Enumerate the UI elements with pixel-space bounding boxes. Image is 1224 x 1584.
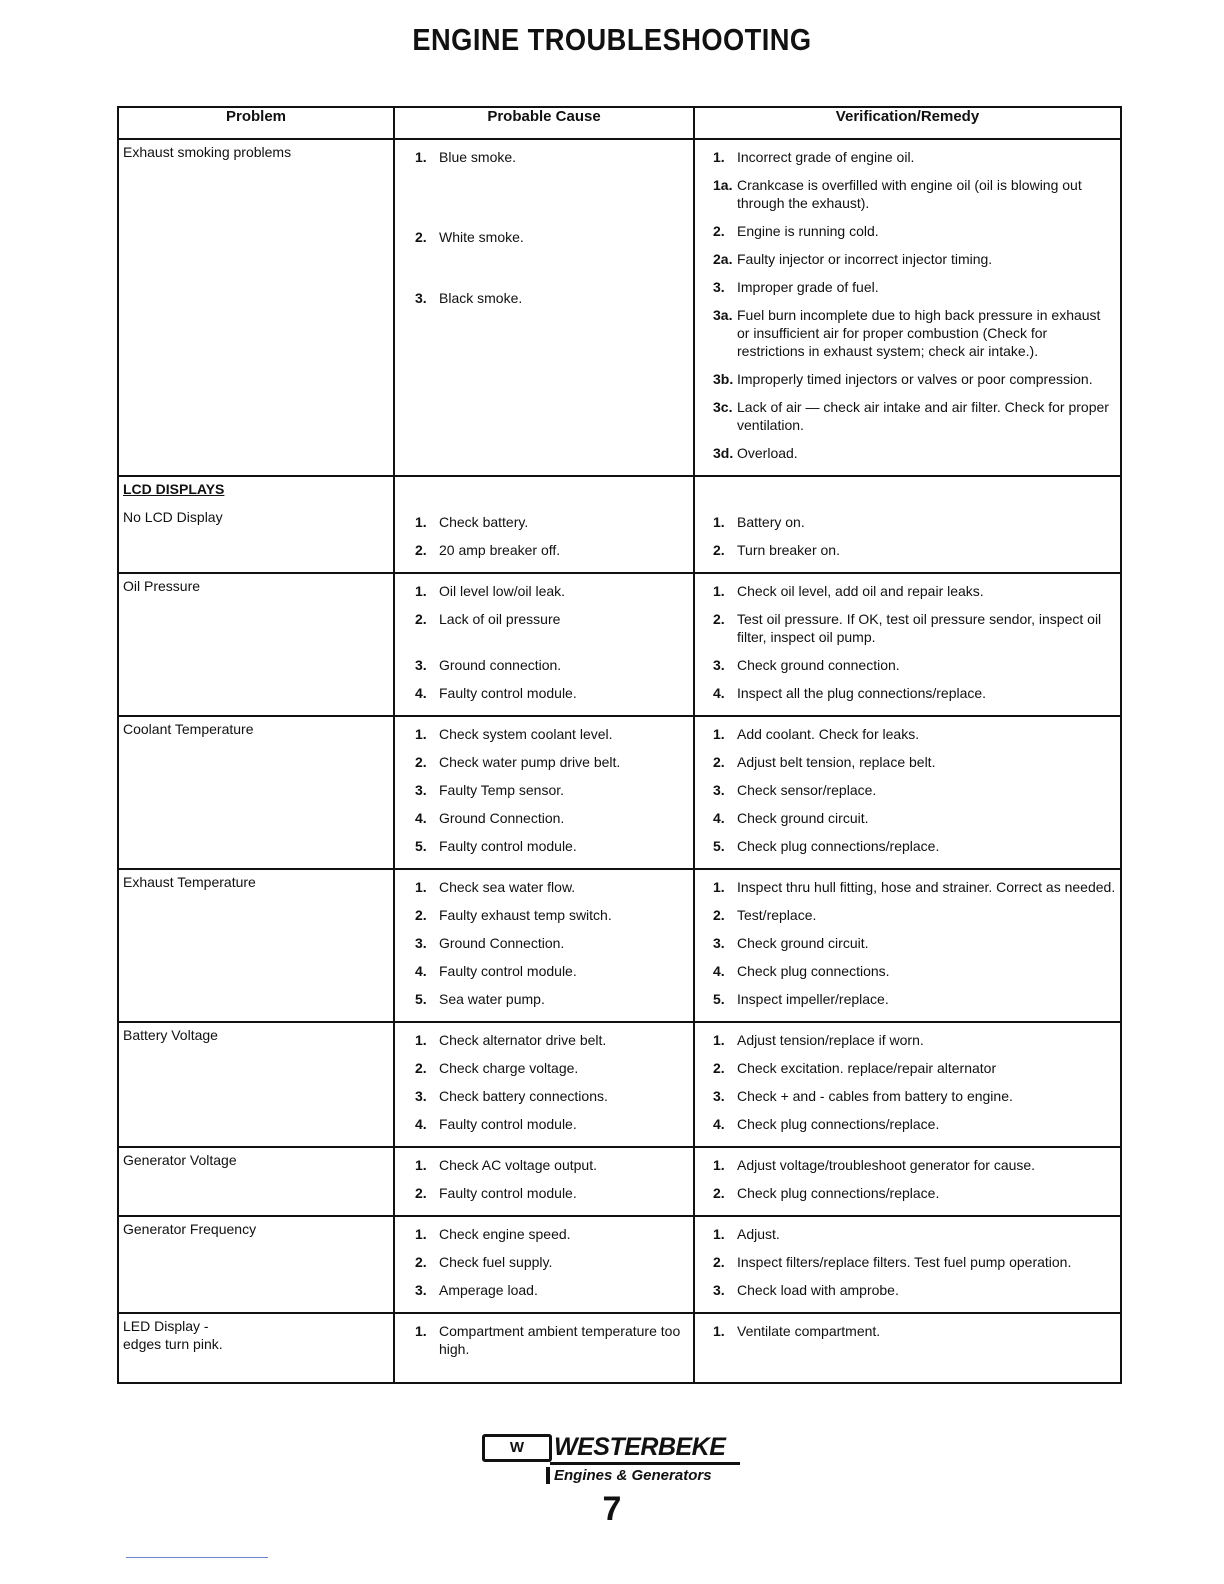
remedy-cell	[694, 139, 1121, 476]
table-row-generator-voltage	[118, 1147, 1121, 1216]
list-item: 1. Check sea water flow.	[415, 879, 576, 895]
list-item: 4. Faulty control module.	[415, 685, 577, 701]
list-item: 1. Check system coolant level.	[415, 726, 613, 742]
list-item: 5. Check plug connections/replace.	[713, 838, 940, 854]
list-item: 1. Adjust.	[713, 1226, 780, 1242]
list-item: 2. Check excitation. replace/repair alternator	[713, 1060, 997, 1076]
problem-label: Exhaust smoking problems	[123, 144, 292, 160]
table-row-no-lcd-display	[118, 476, 1121, 573]
problem-label-continued: edges turn pink.	[123, 1336, 223, 1352]
list-item: 2. 20 amp breaker off.	[415, 542, 561, 558]
remedy-cell	[694, 1313, 1121, 1383]
table-row-oil-pressure	[118, 573, 1121, 716]
list-item: 1. Check battery.	[415, 514, 529, 530]
list-item: 4. Faulty control module.	[415, 1116, 577, 1132]
problem-label: Generator Voltage	[123, 1152, 237, 1168]
problem-cell	[118, 1022, 394, 1147]
list-item: 4. Check plug connections.	[713, 963, 890, 979]
table-row-exhaust-smoke	[118, 139, 1121, 476]
remedy-cell	[694, 716, 1121, 869]
list-item: 3. Check ground connection.	[713, 657, 900, 673]
header-probable-cause: Probable Cause	[394, 107, 694, 139]
problem-label: Exhaust Temperature	[123, 874, 256, 890]
list-item: 3c. Lack of air — check air intake and air filter. Check for proper ventilation.	[713, 399, 1109, 433]
list-item: 3. Check battery connections.	[415, 1088, 608, 1104]
list-item: 2. Test oil pressure. If OK, test oil pressure sendor, inspect oil filter, inspect oil pump.	[713, 611, 1102, 645]
header-verification-remedy: Verification/Remedy	[694, 107, 1121, 139]
problem-label: Generator Frequency	[123, 1221, 257, 1237]
brand-tagline: Engines & Generators	[546, 1467, 712, 1484]
problem-cell	[118, 476, 394, 573]
section-heading-lcd-displays: LCD DISPLAYS	[123, 481, 225, 497]
brand-name: WESTERBEKE	[554, 1433, 726, 1461]
list-item: 3. Faulty Temp sensor.	[415, 782, 565, 798]
table-row-generator-frequency	[118, 1216, 1121, 1313]
list-item: 2. Lack of oil pressure	[415, 611, 561, 627]
list-item: 2. Turn breaker on.	[713, 542, 840, 558]
list-item: 2. Check fuel supply.	[415, 1254, 553, 1270]
list-item: 1. Check alternator drive belt.	[415, 1032, 607, 1048]
problem-cell	[118, 869, 394, 1022]
problem-label: Battery Voltage	[123, 1027, 218, 1043]
list-item: 4. Ground Connection.	[415, 810, 565, 826]
list-item: 3. Ground Connection.	[415, 935, 565, 951]
problem-cell	[118, 716, 394, 869]
cause-cell	[394, 1147, 694, 1216]
list-item: 1. Inspect thru hull fitting, hose and strainer. Correct as needed.	[713, 879, 1116, 895]
list-item: 2a. Faulty injector or incorrect injector timing.	[713, 251, 993, 267]
table-row-battery-voltage	[118, 1022, 1121, 1147]
table-row-coolant-temperature	[118, 716, 1121, 869]
list-item: 2. Test/replace.	[713, 907, 817, 923]
list-item: 1. Adjust tension/replace if worn.	[713, 1032, 924, 1048]
list-item: 1. Check oil level, add oil and repair leaks.	[713, 583, 984, 599]
problem-cell	[118, 1216, 394, 1313]
list-item: 3a. Fuel burn incomplete due to high back pressure in exhaust or insufficient air for proper combustion (Check for restrictions in exhaust system; check air intake.).	[713, 307, 1101, 359]
cause-cell	[394, 716, 694, 869]
list-item: 2. Check water pump drive belt.	[415, 754, 621, 770]
remedy-cell	[694, 476, 1121, 573]
list-item: 3. Ground connection.	[415, 657, 562, 673]
cause-cell	[394, 1216, 694, 1313]
cause-cell	[394, 1313, 694, 1383]
remedy-cell	[694, 573, 1121, 716]
list-item: 2. Engine is running cold.	[713, 223, 879, 239]
list-item: 4. Inspect all the plug connections/replace.	[713, 685, 987, 701]
list-item: 3b. Improperly timed injectors or valves or poor compression.	[713, 371, 1093, 387]
list-item: 4. Check ground circuit.	[713, 810, 869, 826]
list-item: 4. Check plug connections/replace.	[713, 1116, 940, 1132]
remedy-cell	[694, 1216, 1121, 1313]
list-item: 3. Check ground circuit.	[713, 935, 869, 951]
list-item: 4. Faulty control module.	[415, 963, 577, 979]
table-header-row	[118, 107, 1121, 139]
remedy-cell	[694, 1147, 1121, 1216]
list-item: 1. Oil level low/oil leak.	[415, 583, 566, 599]
problem-label: No LCD Display	[123, 509, 223, 525]
problem-cell	[118, 139, 394, 476]
list-item: 1. Adjust voltage/troubleshoot generator for cause.	[713, 1157, 1036, 1173]
list-item: 3. Improper grade of fuel.	[713, 279, 879, 295]
list-item: 3d. Overload.	[713, 445, 798, 461]
cause-cell	[394, 1022, 694, 1147]
cause-cell	[394, 573, 694, 716]
list-item: 2. Adjust belt tension, replace belt.	[713, 754, 936, 770]
remedy-cell	[694, 1022, 1121, 1147]
logo-underline	[550, 1462, 740, 1465]
list-item: 2. Faulty control module.	[415, 1185, 577, 1201]
problem-label: Coolant Temperature	[123, 721, 254, 737]
list-item: 5. Sea water pump.	[415, 991, 545, 1007]
list-item: 2. Inspect filters/replace filters. Test fuel pump operation.	[713, 1254, 1072, 1270]
table-row-led-display	[118, 1313, 1121, 1383]
list-item: 2. Check charge voltage.	[415, 1060, 579, 1076]
list-item: 3. Check + and - cables from battery to engine.	[713, 1088, 1013, 1104]
page-title: ENGINE TROUBLESHOOTING	[412, 22, 812, 57]
cause-cell	[394, 476, 694, 573]
problem-cell	[118, 1313, 394, 1383]
list-item: 5. Inspect impeller/replace.	[713, 991, 889, 1007]
list-item: 1. Blue smoke.	[415, 149, 517, 165]
list-item: 3. Check load with amprobe.	[713, 1282, 899, 1298]
list-item: 5. Faulty control module.	[415, 838, 577, 854]
troubleshooting-table	[117, 106, 1122, 1384]
list-item: 3. Amperage load.	[415, 1282, 538, 1298]
list-item: 1. Check engine speed.	[415, 1226, 571, 1242]
cause-cell	[394, 139, 694, 476]
footer-rule	[126, 1557, 268, 1558]
problem-label: Oil Pressure	[123, 578, 201, 594]
list-item: 1. Compartment ambient temperature too high.	[415, 1323, 681, 1357]
list-item: 2. Check plug connections/replace.	[713, 1185, 940, 1201]
list-item: 1. Add coolant. Check for leaks.	[713, 726, 920, 742]
westerbeke-logo	[482, 1434, 744, 1494]
problem-cell	[118, 1147, 394, 1216]
remedy-cell	[694, 869, 1121, 1022]
list-item: 2. White smoke.	[415, 229, 524, 245]
list-item: 1. Incorrect grade of engine oil.	[713, 149, 915, 165]
page-number: 7	[602, 1490, 622, 1528]
cause-cell	[394, 869, 694, 1022]
header-problem: Problem	[118, 107, 394, 139]
list-item: 1. Battery on.	[713, 514, 805, 530]
problem-cell	[118, 573, 394, 716]
list-item: 3. Check sensor/replace.	[713, 782, 877, 798]
table-row-exhaust-temperature	[118, 869, 1121, 1022]
problem-label: LED Display -	[123, 1318, 209, 1334]
list-item: 1. Check AC voltage output.	[415, 1157, 597, 1173]
list-item: 1a. Crankcase is overfilled with engine oil (oil is blowing out through the exhaust).	[713, 177, 1082, 211]
list-item: 1. Ventilate compartment.	[713, 1323, 881, 1339]
logo-mark-icon: W	[482, 1434, 552, 1462]
list-item: 3. Black smoke.	[415, 290, 523, 306]
list-item: 2. Faulty exhaust temp switch.	[415, 907, 612, 923]
